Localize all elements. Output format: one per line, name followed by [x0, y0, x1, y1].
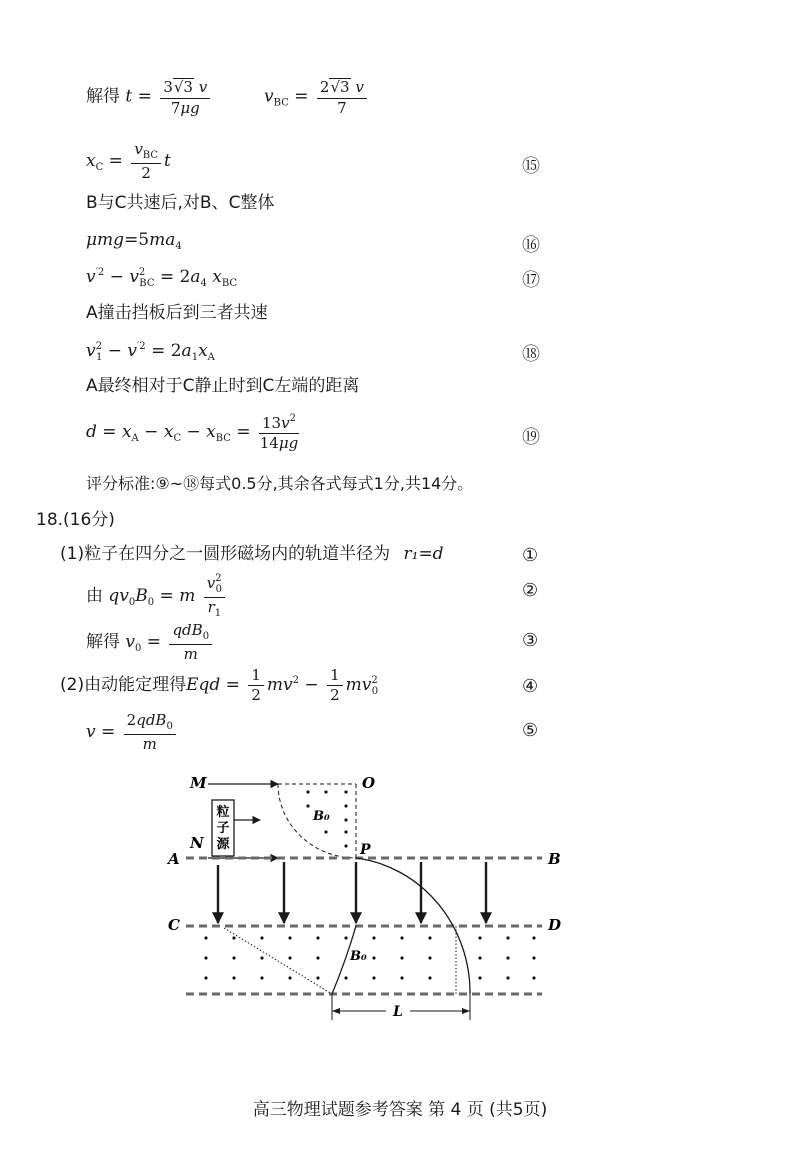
- mark-16: ⑯: [522, 235, 540, 256]
- source-char-1: 粒: [216, 805, 230, 820]
- text-p1: (1)粒子在四分之一圆形磁场内的轨道半径为: [60, 544, 391, 564]
- mark-2: ②: [522, 580, 539, 601]
- eq-mumg: $\mu mg=5ma_4$: [86, 230, 182, 252]
- label-D: D: [548, 916, 562, 934]
- text-a-hits: A撞击挡板后到三者共速: [86, 303, 268, 323]
- magnetic-field-diagram: [160, 770, 580, 1030]
- mark-4: ④: [522, 676, 539, 697]
- mark-3: ③: [522, 630, 539, 651]
- text-you: 由: [86, 586, 103, 606]
- eq-1: [60, 546, 444, 563]
- eq-5: v = $\frac{2qdB_0}{m}$: [86, 713, 179, 752]
- label-M: M: [190, 774, 207, 792]
- label-O: O: [362, 774, 376, 792]
- eq-4: (2)由动能定理得Eqd = $\frac{1}{2}$ $mv^2$ − $\frac{1}{2}$ $mv^2_0$: [60, 666, 379, 704]
- eq-18: $v^2_1 - v^{'2} = 2a_1x_A$: [86, 341, 215, 363]
- eq-3: 解得 $v_0$ = $\frac{qdB_0}{m}$: [86, 623, 215, 662]
- mark-1: ①: [522, 545, 539, 566]
- page-footer: 高三物理试题参考答案 第 4 页 (共5页): [252, 1100, 548, 1120]
- eq-17: $v^{'2} - v^2_{BC} = 2a_4$ $x_{BC}$: [86, 267, 238, 289]
- lower-field-dots: [204, 936, 535, 979]
- text-p2: (2)由动能定理得: [60, 675, 187, 695]
- lower-field-label: B₀: [350, 949, 367, 964]
- q18-heading: 18.(16分): [36, 510, 115, 530]
- text-jiede-2: 解得: [86, 632, 120, 652]
- label-C: C: [168, 916, 180, 934]
- mark-17: ⑰: [522, 270, 540, 291]
- eq-xc: $x_C$ = $\frac{v_{BC}}{2}$ t: [86, 140, 171, 182]
- label-B: B: [548, 850, 561, 868]
- text-scoring: 评分标准:⑨~⑱每式0.5分,其余各式每式1分,共14分。: [86, 474, 474, 493]
- mark-15: ⑮: [522, 156, 540, 177]
- label-L: L: [393, 1004, 403, 1020]
- text-bc-together: B与C共速后,对B、C整体: [86, 193, 275, 213]
- eq-solve-t: 解得 t = $\frac{3√3 v}{7\mu g}$ $v_{BC}$ = $\frac{2√3 v}{7}$: [86, 78, 370, 116]
- construction-diagonal: [224, 928, 332, 994]
- label-A: A: [168, 850, 180, 868]
- eq-19: $d = x_A - x_C - x_{BC}$ = $\frac{13v^2}{14\mu g}$: [86, 413, 299, 452]
- dim-arrow-right: [462, 1008, 470, 1014]
- label-P: P: [360, 842, 371, 858]
- text-a-final: A最终相对于C静止时到C左端的距离: [86, 376, 360, 396]
- eq-2: 由 $qv_0B_0 = m$ $\frac{v^2_0}{r_1}$: [86, 574, 228, 619]
- text-jiede: 解得: [86, 86, 120, 107]
- source-char-3: 源: [216, 837, 230, 852]
- text-r1-eq-d: r₁=d: [403, 544, 444, 564]
- mark-5: ⑤: [522, 720, 539, 741]
- dim-arrow-left: [332, 1008, 340, 1014]
- source-char-2: 子: [216, 821, 230, 836]
- upper-field-label: B₀: [313, 809, 330, 824]
- mark-19: ⑲: [522, 427, 540, 448]
- label-N: N: [190, 834, 204, 852]
- mark-18: ⑱: [522, 344, 540, 365]
